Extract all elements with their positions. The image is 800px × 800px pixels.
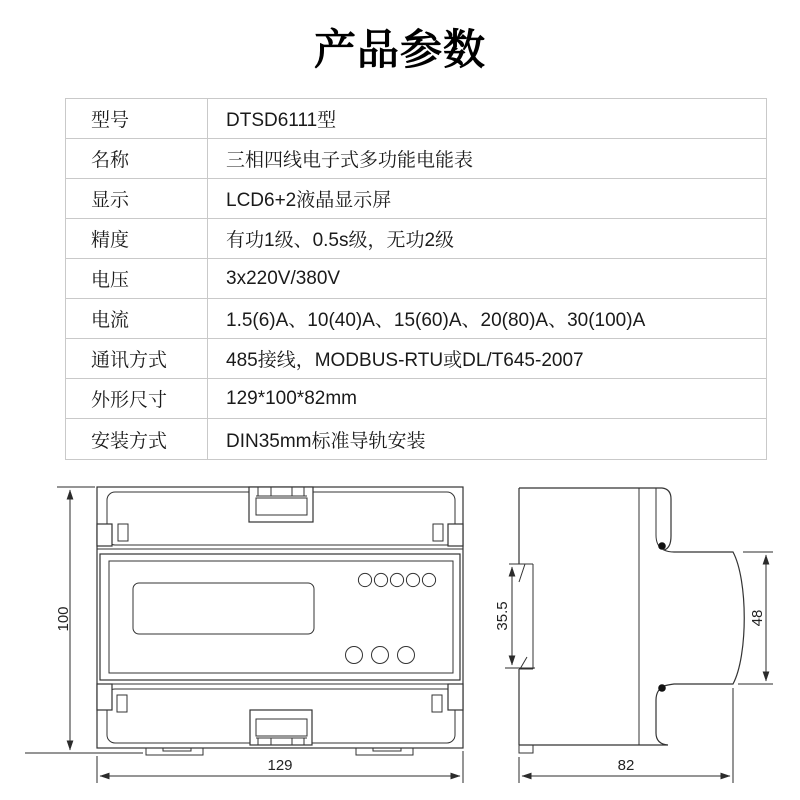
row-value: 129*100*82mm (226, 387, 357, 409)
front-view (25, 487, 463, 783)
dim-face-label: 48 (749, 609, 766, 627)
row-label: 型号 (66, 99, 208, 138)
buttons (346, 647, 415, 664)
dim-width (97, 751, 463, 783)
row-value: DIN35mm标准导轨安装 (226, 430, 426, 452)
table-row (66, 379, 766, 419)
led-indicators (358, 573, 435, 586)
row-value: 1.5(6)A、10(40)A、15(60)A、20(80)A、30(100)A (226, 310, 646, 331)
dim-height (25, 487, 143, 753)
row-value: LCD6+2液晶显示屏 (226, 190, 392, 211)
row-label: 精度 (66, 219, 208, 258)
table-row (66, 339, 766, 379)
row-label: 安装方式 (66, 419, 208, 459)
row-value: 485接线，MODBUS-RTU或DL/T645-2007 (226, 350, 584, 371)
table-row (66, 299, 766, 339)
dim-width-label: 129 (267, 757, 293, 774)
mounting-feet (146, 748, 413, 755)
row-value: 3x220V/380V (226, 267, 341, 289)
table-row (66, 419, 766, 459)
row-value: 三相四线电子式多功能电能表 (226, 150, 474, 171)
row-label: 电压 (66, 259, 208, 298)
technical-drawing (0, 455, 800, 800)
row-label: 通讯方式 (66, 339, 208, 378)
spec-table (65, 98, 767, 460)
table-row (66, 99, 766, 139)
row-label: 名称 (66, 139, 208, 178)
dim-face (738, 552, 773, 684)
side-view (494, 488, 773, 783)
dim-depth-label: 82 (617, 757, 635, 774)
row-label: 电流 (66, 299, 208, 338)
dim-din-label: 35.5 (494, 601, 511, 631)
row-value: 有功1级、0.5s级，无功2级 (226, 230, 455, 251)
row-label: 显示 (66, 179, 208, 218)
page-title: 产品参数 (313, 26, 486, 73)
dim-height-label: 100 (55, 606, 72, 632)
top-clip (249, 487, 313, 522)
dim-din (494, 567, 535, 668)
table-row (66, 139, 766, 179)
bottom-clip (250, 710, 312, 745)
table-row (66, 179, 766, 219)
table-row (66, 259, 766, 299)
table-row (66, 219, 766, 259)
dim-depth (519, 688, 733, 783)
row-label: 外形尺寸 (66, 379, 208, 418)
row-value: DTSD6111型 (226, 110, 337, 131)
